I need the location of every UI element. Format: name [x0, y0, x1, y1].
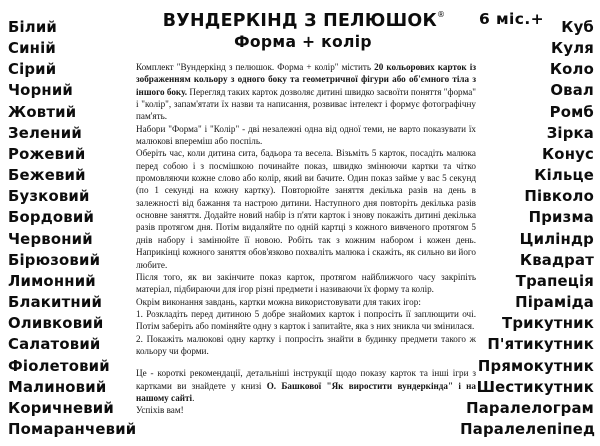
header-block: [136, 0, 476, 51]
paragraph-reinforcement: Після того, як ви закінчите показ карток, протягом найближчого часу закріпіть матеріал, підбираючи для ігор різні предмети і називаючи їх форму та колір.: [136, 271, 476, 295]
paragraph-game-two: 2. Покажіть малюкові одну картку і попросіть знайти в будинку предмети такого ж кольору чи форми.: [136, 333, 476, 356]
color-word-item: Бірюзовий: [8, 250, 101, 269]
page-subtitle: Форма + колір: [234, 33, 372, 51]
intro-text-bold: 20 кольорових карток із зображенням кольору з одного боку та геометричної фігури або об'ємного тіла з іншого боку.: [136, 62, 476, 97]
colors-word-column: [8, 0, 146, 440]
paragraph-sets-note: Набори "Форма" і "Колір" - дві незалежні одна від одної теми, не варто показувати їх малюкові впереміш або поспіль.: [136, 123, 476, 147]
paragraph-book-reference: [136, 367, 476, 404]
color-word-item: Жовтий: [8, 102, 77, 121]
shape-word-item: Коло: [549, 60, 594, 79]
shape-word-item: Куб: [561, 18, 594, 36]
intro-text-b: Перегляд таких карток дозволяє дитині швидко засвоїти поняття "форма" і "колір", запам'ятати їх назви та написання, розвиває інтелект і формує фотографічну пам'ять.: [136, 86, 476, 122]
paragraph-games-intro: Окрім виконання завдань, картки можна використовувати для таких ігор:: [136, 296, 421, 307]
paragraph-game-one: 1. Розкладіть перед дитиною 5 добре знайомих карток і попросіть її заплющити очі. Потім заберіть або поміняйте одну з карток і запитайте, яка з них зникла чи змінилася.: [136, 308, 476, 332]
instructions-body: [136, 61, 476, 417]
shape-word-item: Циліндр: [519, 229, 594, 248]
shape-word-item: Піраміда: [515, 293, 594, 312]
shape-word-item: Кільце: [534, 166, 594, 185]
shape-word-item: Призма: [528, 208, 594, 227]
color-word-item: Фіолетовий: [8, 356, 110, 375]
paragraph-intro: [136, 61, 476, 123]
color-word-item: Зелений: [8, 123, 82, 142]
page-title: [132, 0, 476, 31]
color-word-item: Помаранчевий: [8, 419, 137, 438]
shape-word-item: Трапеція: [515, 271, 594, 290]
book-ref-text-a: Це - короткі рекомендації, детальніші інструкції щодо показу карток та інші ігри з картками ви знайдете у книзі: [136, 368, 476, 391]
color-word-item: Бордовий: [8, 208, 95, 227]
color-word-item: Сірий: [8, 60, 57, 79]
color-word-item: Синій: [8, 39, 56, 58]
age-badge: 6 міс.+: [479, 10, 545, 28]
color-word-item: Лимонний: [8, 271, 96, 290]
shape-word-item: П'ятикутник: [487, 335, 594, 354]
shape-word-item: Паралелограм: [466, 398, 594, 417]
shape-word-item: Прямокутник: [477, 356, 594, 375]
shape-word-item: Конус: [541, 144, 594, 163]
color-word-item: Білий: [8, 18, 58, 36]
book-ref-text-b: .: [192, 392, 195, 403]
shape-word-item: Півколо: [524, 187, 594, 206]
color-word-item: Салатовий: [8, 335, 101, 354]
shape-word-item: Трикутник: [502, 314, 594, 333]
shape-word-item: Зірка: [546, 123, 594, 142]
shapes-word-column: [456, 0, 594, 440]
color-word-item: Оливковий: [8, 314, 104, 333]
book-ref-title: О. Башкової "Як виростити вундеркінда" і на нашому сайті: [136, 380, 476, 403]
paragraph-showing-method: Оберіть час, коли дитина сита, бадьора та весела. Візьміть 5 карток, посадіть малюка перед собою і з посмішкою починайте показ, швидко змінюючи картки та чітко промовляючи кожне слово або колір, який ви бачите. Один показ займе у вас 5 секунд (по 1 секунді на кожну картку). Повторюйте заняття декілька разів на день в залежності від бажання та настрою дитини. Наступного дня повторіть декілька разів основне заняття. Додайте новий набір із п'яти карток і знову покажіть дитині декілька разів протягом дня. Потім видаляйте по одній картці з кожного вивченого протягом 5 днів набору і замінюйте її новою. Робіть так з кожним набором і кожен день. Наприкінці кожного заняття обов'язково похваліть малюка і скажіть, як сильно ви його любите.: [136, 148, 476, 270]
color-word-item: Малиновий: [8, 377, 107, 396]
shape-word-item: Квадрат: [519, 250, 594, 269]
color-word-item: Рожевий: [8, 144, 86, 163]
color-word-item: Коричневий: [8, 398, 114, 417]
shape-word-item: Овал: [550, 81, 594, 100]
registered-trademark-icon: ®: [437, 10, 446, 20]
product-title-text: ВУНДЕРКІНД З ПЕЛЮШОК: [162, 11, 437, 31]
color-word-item: Бузковий: [8, 187, 90, 206]
intro-text-a: Комплект "Вундеркінд з пелюшок. Форма + колір" містить: [136, 62, 375, 72]
color-word-item: Блакитний: [8, 293, 103, 312]
color-word-item: Бежевий: [8, 166, 86, 185]
shape-word-item: Ромб: [549, 102, 594, 121]
paragraph-closing: Успіхів вам!: [136, 405, 184, 416]
shape-word-item: Паралелепіпед: [460, 419, 596, 438]
color-word-item: Чорний: [8, 81, 74, 100]
color-word-item: Червоний: [8, 229, 93, 248]
shape-word-item: Шестикутник: [476, 377, 594, 396]
shape-word-item: Куля: [551, 39, 594, 58]
